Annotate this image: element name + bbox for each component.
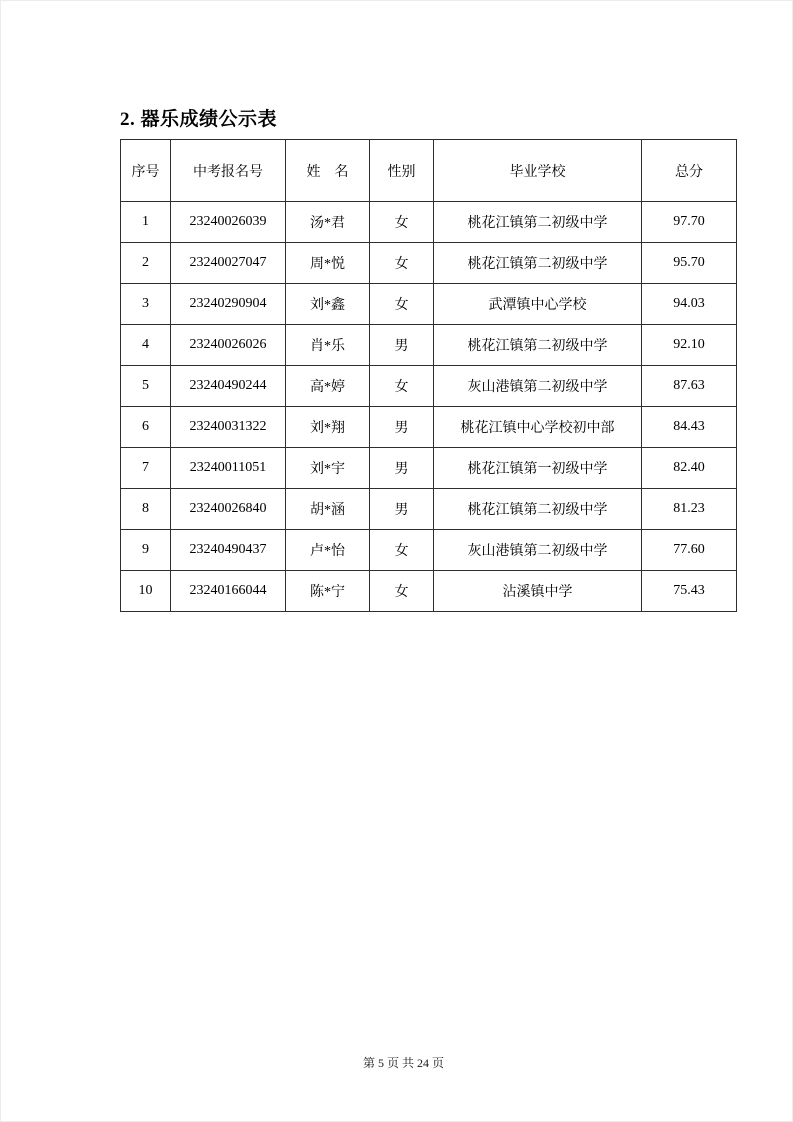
cell-gender: 男	[370, 489, 434, 530]
table-row	[121, 202, 737, 243]
score-table	[120, 139, 737, 612]
cell-school: 灰山港镇第二初级中学	[434, 366, 642, 407]
cell-index: 1	[121, 202, 171, 243]
header-cell-index: 序号	[121, 140, 171, 202]
cell-school: 桃花江镇中心学校初中部	[434, 407, 642, 448]
cell-score: 77.60	[642, 530, 737, 571]
cell-score: 81.23	[642, 489, 737, 530]
cell-index: 9	[121, 530, 171, 571]
cell-index: 5	[121, 366, 171, 407]
cell-exam-id: 23240026039	[171, 202, 286, 243]
cell-index: 6	[121, 407, 171, 448]
cell-school: 桃花江镇第一初级中学	[434, 448, 642, 489]
table-row	[121, 284, 737, 325]
cell-index: 3	[121, 284, 171, 325]
cell-name: 卢*怡	[286, 530, 370, 571]
cell-gender: 男	[370, 448, 434, 489]
table-row	[121, 489, 737, 530]
cell-score: 84.43	[642, 407, 737, 448]
cell-name: 刘*鑫	[286, 284, 370, 325]
cell-name: 肖*乐	[286, 325, 370, 366]
cell-exam-id: 23240031322	[171, 407, 286, 448]
table-head	[121, 140, 737, 202]
cell-score: 87.63	[642, 366, 737, 407]
cell-gender: 女	[370, 571, 434, 612]
cell-exam-id: 23240490437	[171, 530, 286, 571]
cell-name: 周*悦	[286, 243, 370, 284]
cell-exam-id: 23240290904	[171, 284, 286, 325]
cell-gender: 女	[370, 202, 434, 243]
cell-score: 95.70	[642, 243, 737, 284]
cell-school: 桃花江镇第二初级中学	[434, 243, 642, 284]
cell-gender: 男	[370, 325, 434, 366]
page-footer	[1, 1039, 793, 1086]
table-row	[121, 366, 737, 407]
cell-index: 8	[121, 489, 171, 530]
header-cell-gender: 性别	[370, 140, 434, 202]
cell-gender: 女	[370, 366, 434, 407]
cell-index: 2	[121, 243, 171, 284]
header-cell-name: 姓 名	[286, 140, 370, 202]
header-cell-score: 总分	[642, 140, 737, 202]
cell-gender: 男	[370, 407, 434, 448]
cell-gender: 女	[370, 284, 434, 325]
cell-school: 沾溪镇中学	[434, 571, 642, 612]
page-number: 第 5 页 共 24 页	[362, 1056, 444, 1070]
cell-name: 刘*翔	[286, 407, 370, 448]
cell-school: 灰山港镇第二初级中学	[434, 530, 642, 571]
header-cell-exam-id: 中考报名号	[171, 140, 286, 202]
table-row	[121, 448, 737, 489]
cell-score: 92.10	[642, 325, 737, 366]
cell-exam-id: 23240490244	[171, 366, 286, 407]
header-cell-school: 毕业学校	[434, 140, 642, 202]
section-title: 2. 器乐成绩公示表	[120, 109, 278, 130]
table-row	[121, 571, 737, 612]
cell-exam-id: 23240166044	[171, 571, 286, 612]
cell-score: 97.70	[642, 202, 737, 243]
cell-gender: 女	[370, 530, 434, 571]
cell-name: 胡*涵	[286, 489, 370, 530]
header-row	[121, 140, 737, 202]
cell-index: 10	[121, 571, 171, 612]
cell-name: 刘*宇	[286, 448, 370, 489]
cell-exam-id: 23240011051	[171, 448, 286, 489]
cell-name: 陈*宁	[286, 571, 370, 612]
cell-school: 桃花江镇第二初级中学	[434, 489, 642, 530]
cell-exam-id: 23240026026	[171, 325, 286, 366]
cell-name: 高*婷	[286, 366, 370, 407]
cell-name: 汤*君	[286, 202, 370, 243]
cell-index: 4	[121, 325, 171, 366]
cell-index: 7	[121, 448, 171, 489]
table-body	[121, 202, 737, 612]
cell-school: 桃花江镇第二初级中学	[434, 325, 642, 366]
table-row	[121, 243, 737, 284]
cell-gender: 女	[370, 243, 434, 284]
cell-exam-id: 23240026840	[171, 489, 286, 530]
table-row	[121, 530, 737, 571]
table-row	[121, 407, 737, 448]
cell-school: 桃花江镇第二初级中学	[434, 202, 642, 243]
table-row	[121, 325, 737, 366]
cell-score: 75.43	[642, 571, 737, 612]
cell-exam-id: 23240027047	[171, 243, 286, 284]
cell-score: 82.40	[642, 448, 737, 489]
cell-school: 武潭镇中心学校	[434, 284, 642, 325]
cell-score: 94.03	[642, 284, 737, 325]
